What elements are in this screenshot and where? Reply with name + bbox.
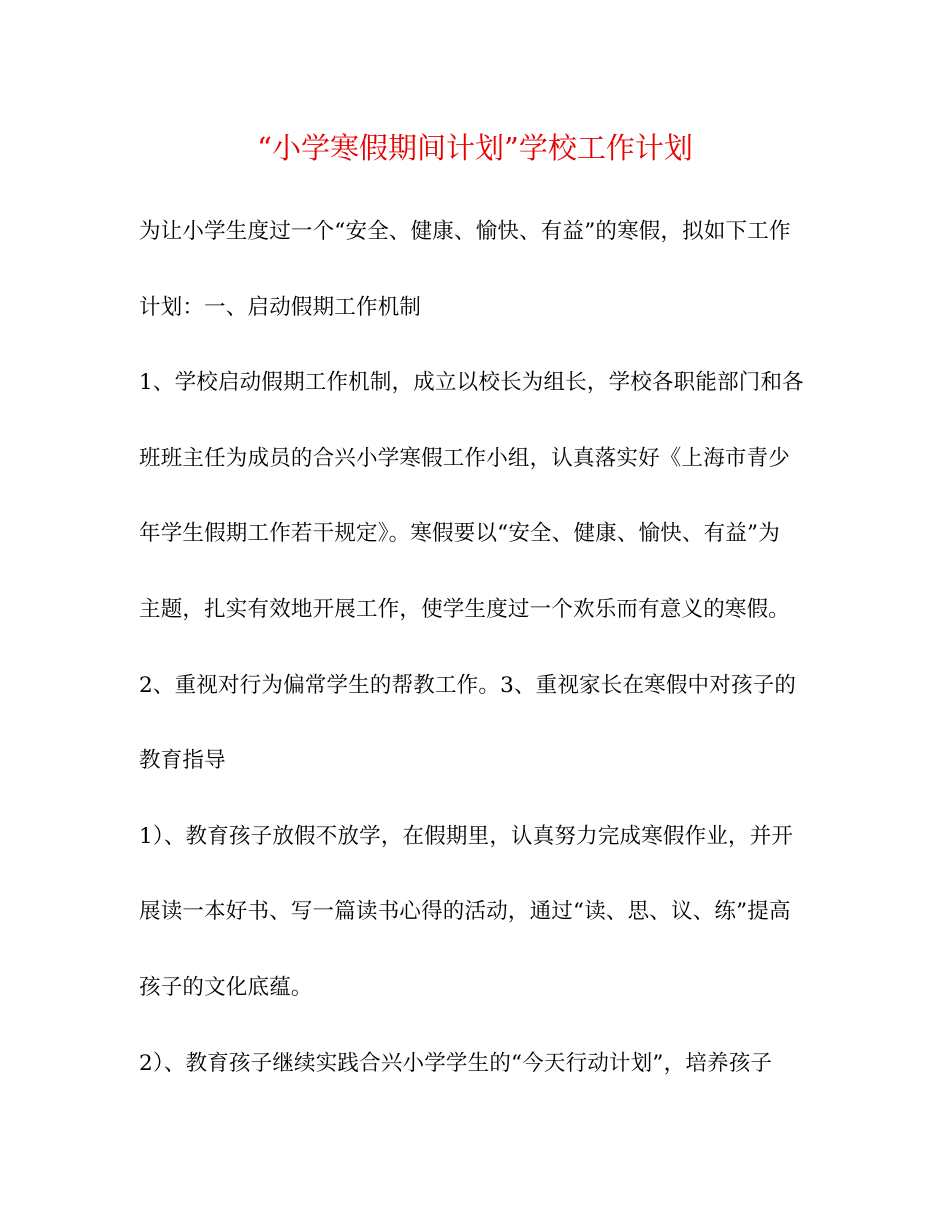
paragraph-line: 2、重视对行为偏常学生的帮教工作。3、重视家长在寒假中对孩子的 (139, 672, 797, 698)
paragraph-line: 孩子的文化底蕴。 (139, 974, 313, 1000)
paragraph-line: 1、学校启动假期工作机制，成立以校长为组长，学校各职能部门和各 (139, 370, 804, 396)
paragraph-line: 教育指导 (139, 748, 226, 774)
paragraph-line: 展读一本好书、写一篇读书心得的活动，通过“读、思、议、练”提高 (139, 899, 791, 925)
paragraph-line: 2）、教育孩子继续实践合兴小学学生的“今天行动计划”，培养孩子 (139, 1050, 773, 1076)
document-title: “小学寒假期间计划”学校工作计划 (257, 131, 693, 165)
paragraph-line: 年学生假期工作若干规定》。寒假要以“安全、健康、愉快、有益”为 (139, 521, 780, 547)
paragraph-line: 主题，扎实有效地开展工作，使学生度过一个欢乐而有意义的寒假。 (139, 596, 791, 622)
paragraph-line: 班班主任为成员的合兴小学寒假工作小组，认真落实好《上海市青少 (139, 445, 791, 471)
paragraph-line: 为让小学生度过一个“安全、健康、愉快、有益”的寒假，拟如下工作 (139, 219, 791, 244)
paragraph-line: 1）、教育孩子放假不放学，在假期里，认真努力完成寒假作业，并开 (139, 823, 794, 849)
paragraph-line: 计划：一、启动假期工作机制 (139, 294, 422, 320)
document-body (139, 206, 819, 1113)
